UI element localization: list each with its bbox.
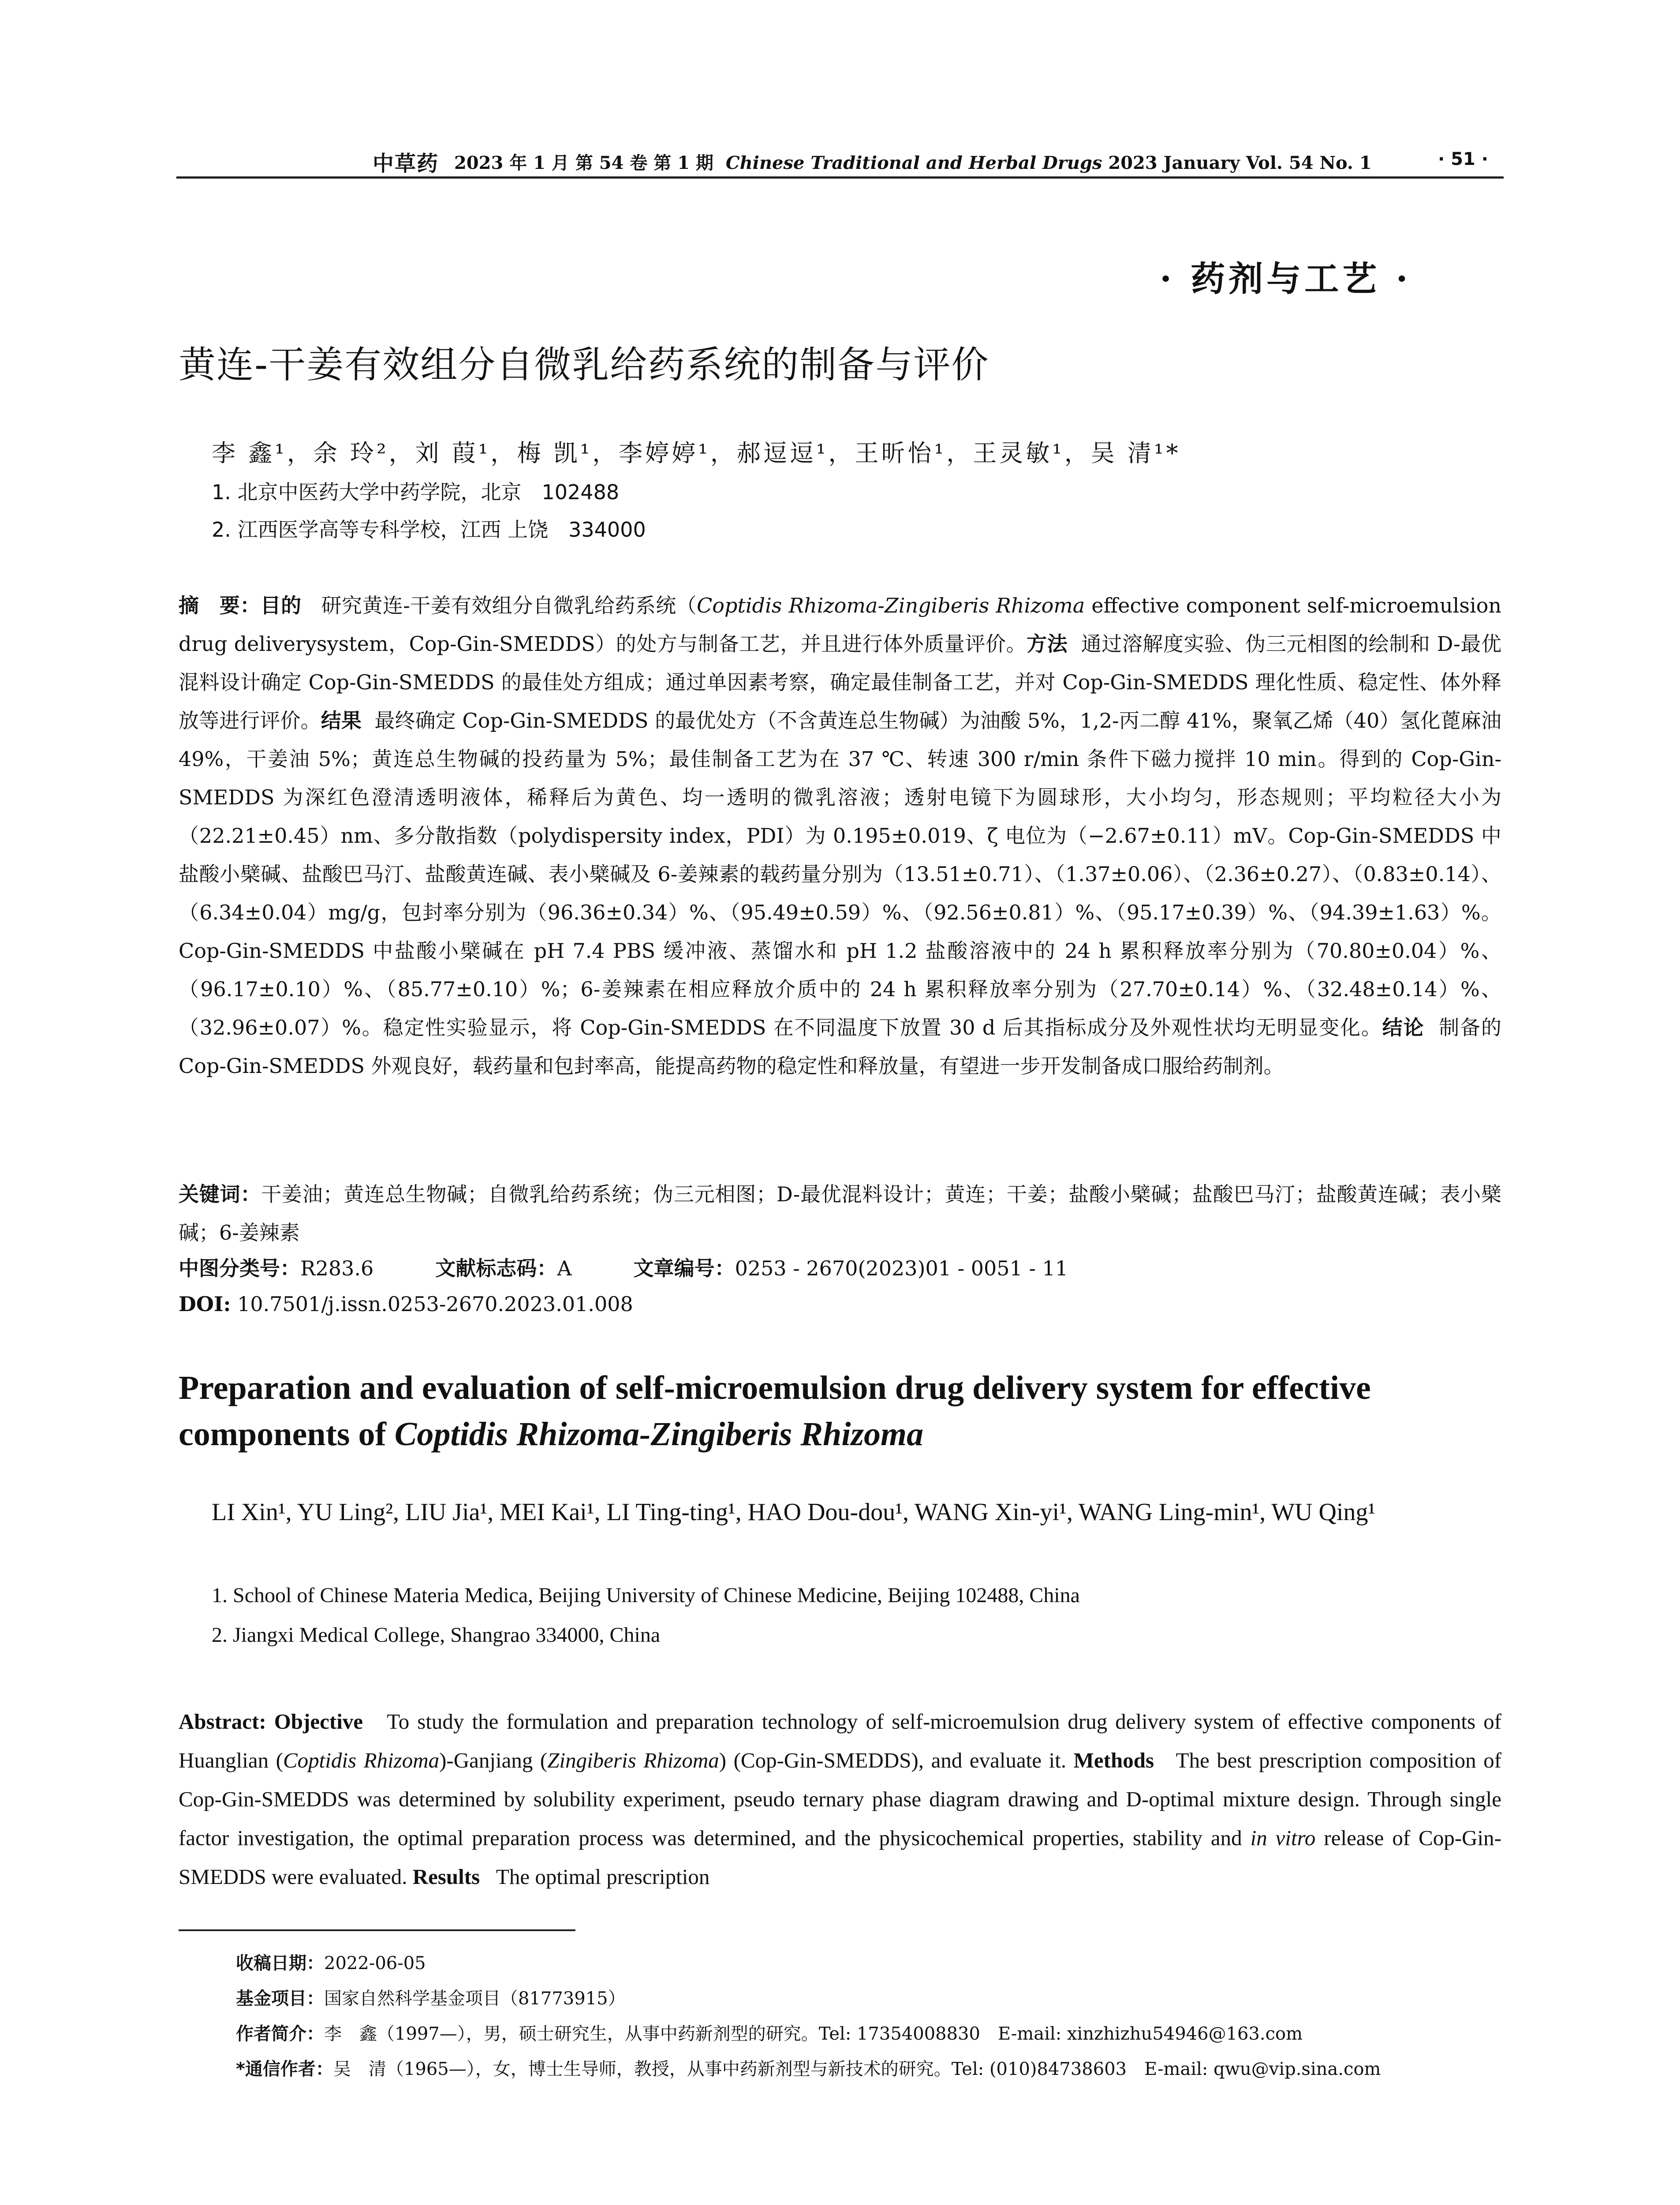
en-latin-2: Zingiberis Rhizoma <box>547 1748 719 1772</box>
clc-value: R283.6 <box>300 1256 374 1280</box>
journal-name-en: Chinese Traditional and Herbal Drugs <box>725 153 1102 173</box>
en-methods-text: The best prescription composition of Cop-Gin-SMEDDS was determined by solubility experiment, pseudo ternary phase diagram drawing and D-optimal mixture design. Through single factor investigation, the optimal preparation process was determined, and the physicochemical properties, stability and <box>179 1748 1502 1850</box>
doc-code-label: 文献标志码： <box>435 1256 557 1280</box>
cn-affiliation-2: 2. 江西医学高等专科学校，江西 上饶 334000 <box>212 518 646 542</box>
doc-code-value: A <box>557 1256 572 1280</box>
cn-objective-latin: Coptidis Rhizoma-Zingiberis Rhizoma <box>697 594 1085 617</box>
cn-affiliation-1: 1. 北京中医药大学中药学院，北京 102488 <box>212 480 620 504</box>
cn-keywords-text: 干姜油；黄连总生物碱；自微乳给药系统；伪三元相图；D-最优混料设计；黄连；干姜；盐酸小檗碱；盐酸巴马汀；盐酸黄连碱；表小檗碱；6-姜辣素 <box>179 1182 1502 1245</box>
author-label: 作者简介： <box>236 2024 324 2044</box>
cn-conclusion-label: 结论 <box>1382 1016 1425 1039</box>
footnote-corresponding <box>236 2055 1381 2080</box>
issue-en: 2023 January Vol. 54 No. 1 <box>1108 153 1372 173</box>
en-abstract <box>179 1702 1501 1896</box>
en-methods-label: Methods <box>1073 1748 1154 1772</box>
cn-objective-label: 目的 <box>260 594 302 617</box>
en-results-label: Results <box>412 1865 480 1889</box>
cn-conclusion-text: 制备的 Cop-Gin-SMEDDS 外观良好，载药量和包封率高，能提高药物的稳定性和释放量，有望进一步开发制备成口服给药制剂。 <box>179 1016 1502 1078</box>
en-title-text: Preparation and evaluation of self-microemulsion drug delivery system for effective components of <box>179 1369 1371 1453</box>
footnote-received <box>236 1949 426 1974</box>
en-abstract-text: To study the formulation and preparation technology of self-microemulsion drug delivery system of effective components of Huanglian ( <box>179 1709 1502 1772</box>
received-label: 收稿日期： <box>236 1953 324 1973</box>
classification-line <box>179 1252 1068 1282</box>
cn-abstract <box>179 587 1501 1085</box>
en-methods-italic: in vitro <box>1250 1826 1316 1850</box>
en-results-text: The optimal prescription <box>496 1865 710 1889</box>
issue-cn: 2023 年 1 月 第 54 卷 第 1 期 <box>454 153 713 173</box>
cn-abstract-label: 摘 要： <box>179 594 261 617</box>
doi-label: DOI: <box>179 1292 231 1316</box>
section-label: · 药剂与工艺 · <box>1160 259 1411 299</box>
en-title <box>179 1365 1501 1458</box>
cn-title: 黄连-干姜有效组分自微乳给药系统的制备与评价 <box>179 343 989 386</box>
cn-objective-text: 研究黄连-干姜有效组分自微乳给药系统（ <box>321 594 697 617</box>
article-no-label: 文章编号： <box>633 1256 735 1280</box>
footnote-author <box>236 2020 1303 2045</box>
running-header <box>176 146 1506 176</box>
doi-value: 10.7501/j.issn.0253-2670.2023.01.008 <box>231 1292 633 1316</box>
en-authors: LI Xin¹, YU Ling², LIU Jia¹, MEI Kai¹, LI Ting-ting¹, HAO Dou-dou¹, WANG Xin-yi¹, WANG Ling-min¹, WU Qing¹ <box>212 1499 1376 1526</box>
journal-name-cn: 中草药 <box>373 151 439 176</box>
cn-methods-text: 通过溶解度实验、伪三元相图的绘制和 D-最优混料设计确定 Cop-Gin-SMEDDS 的最佳处方组成；通过单因素考察，确定最佳制备工艺，并对 Cop-Gin-SMEDDS 理化性质、稳定性、体外释放等进行评价。 <box>179 632 1501 733</box>
footnote-fund <box>236 1984 626 2010</box>
clc-label: 中图分类号： <box>179 1256 300 1280</box>
received-value: 2022-06-05 <box>324 1953 426 1973</box>
doi-line <box>179 1292 633 1316</box>
article-no-value: 0253 - 2670(2023)01 - 0051 - 11 <box>735 1256 1068 1280</box>
cn-keywords-label: 关键词： <box>179 1182 261 1206</box>
cn-objective-text-2: effective component self-microemulsion drug deliverysystem，Cop-Gin-SMEDDS）的处方与制备工艺，并且进行体外质量评价。 <box>179 594 1502 656</box>
cn-results-label: 结果 <box>321 709 362 733</box>
footnote-rule <box>179 1929 575 1931</box>
en-abstract-text-2: )-Ganjiang ( <box>439 1748 548 1772</box>
fund-value: 国家自然科学基金项目（81773915） <box>324 1988 626 2009</box>
fund-label: 基金项目： <box>236 1988 324 2009</box>
en-affiliation-1: 1. School of Chinese Materia Medica, Beijing University of Chinese Medicine, Beijing 102488, China <box>212 1584 1080 1607</box>
en-abstract-label: Abstract: Objective <box>179 1709 363 1734</box>
issue-info <box>454 149 1372 174</box>
en-latin-1: Coptidis Rhizoma <box>283 1748 440 1772</box>
page-number: · 51 · <box>1438 149 1488 169</box>
en-abstract-text-3: ) (Cop-Gin-SMEDDS), and evaluate it. <box>719 1748 1067 1772</box>
cn-authors: 李 鑫¹，余 玲²，刘 葭¹，梅 凯¹，李婷婷¹，郝逗逗¹，王昕怡¹，王灵敏¹，吴 清¹* <box>212 439 1181 467</box>
corr-label: *通信作者： <box>236 2059 333 2079</box>
cn-methods-label: 方法 <box>1027 632 1068 656</box>
en-methods-text-2: release of Cop-Gin-SMEDDS were evaluated. <box>179 1826 1501 1889</box>
author-value: 李 鑫（1997—），男，硕士研究生，从事中药新剂型的研究。Tel: 17354008830 E-mail: xinzhizhu54946@163.com <box>324 2024 1303 2044</box>
corr-value: 吴 清（1965—），女，博士生导师，教授，从事中药新剂型与新技术的研究。Tel: (010)84738603 E-mail: qwu@vip.sina.com <box>333 2059 1381 2079</box>
en-title-latin: Coptidis Rhizoma-Zingiberis Rhizoma <box>394 1416 924 1453</box>
cn-results-text: 最终确定 Cop-Gin-SMEDDS 的最优处方（不含黄连总生物碱）为油酸 5%，1,2-丙二醇 41%，聚氧乙烯（40）氢化蓖麻油 49%，干姜油 5%；黄连总生物碱的投药量为 5%；最佳制备工艺为在 37 ℃、转速 300 r/min 条件下磁力搅拌 10 min。得到的 Cop-Gin-SMEDDS 为深红色澄清透明液体，稀释后为黄色、均一透明的微乳溶液；透射电镜下为圆球形，大小均匀，形态规则；平均粒径大小为（22.21±0.45）nm、多分散指数（polydispersity index，PDI）为 0.195±0.019、ζ 电位为（−2.67±0.11）mV。Cop-Gin-SMEDDS 中盐酸小檗碱、盐酸巴马汀、盐酸黄连碱、表小檗碱及 6-姜辣素的载药量分别为（13.51±0.71）、（1.37±0.06）、（2.36±0.27）、（0.83±0.14）、（6.34±0.04）mg/g，包封率分别为（96.36±0.34）%、（95.49±0.59）%、（92.56±0.81）%、（95.17±0.39）%、（94.39±1.63）%。Cop-Gin-SMEDDS 中盐酸小檗碱在 pH 7.4 PBS 缓冲液、蒸馏水和 pH 1.2 盐酸溶液中的 24 h 累积释放率分别为（70.80±0.04）%、（96.17±0.10）%、（85.77±0.10）%；6-姜辣素在相应释放介质中的 24 h 累积释放率分别为（27.70±0.14）%、（32.48±0.14）%、（32.96±0.07）%。稳定性实验显示，将 Cop-Gin-SMEDDS 在不同温度下放置 30 d 后其指标成分及外观性状均无明显变化。 <box>179 709 1502 1039</box>
header-rule <box>176 176 1504 179</box>
cn-keywords <box>179 1175 1501 1252</box>
en-affiliation-2: 2. Jiangxi Medical College, Shangrao 334000, China <box>212 1623 661 1647</box>
